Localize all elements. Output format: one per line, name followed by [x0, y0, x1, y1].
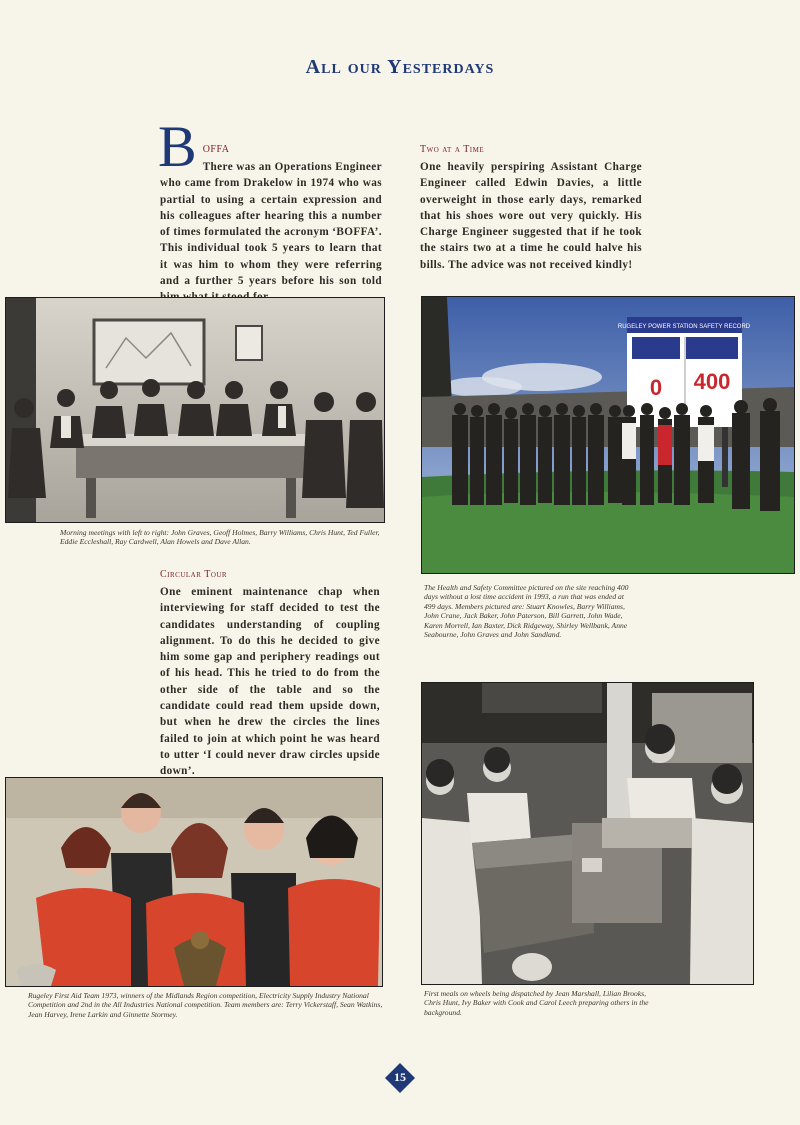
article-body: One heavily perspiring Assistant Charge Engineer called Edwin Davies, a little overweight in those early days, remarked that his shoes wore out very quickly. His Charge Engineer suggested that if he took the stairs two at a time he could halve his bills. The advice was not received kindly!	[420, 161, 642, 271]
safety-sign-title: RUGELEY POWER STATION SAFETY RECORD	[617, 324, 751, 330]
article-boffa	[158, 114, 382, 306]
drop-cap: B	[158, 114, 197, 179]
article-heading: Circular Tour	[160, 569, 228, 580]
article-two-at-a-time	[420, 144, 642, 273]
first-aid-team-photo	[5, 777, 383, 987]
safety-committee-photo	[421, 296, 795, 574]
meeting-caption: Morning meetings with left to right: John Graves, Geoff Holmes, Barry Williams, Chris Hunt, Ted Fuller, Eddie Eccleshall, Ray Cardwell, Alan Howels and Dave Allan.	[60, 528, 380, 547]
meeting-photo	[5, 297, 385, 523]
page-title: All our Yesterdays	[305, 56, 495, 78]
safety-caption: The Health and Safety Committee pictured on the site reaching 400 days without a lost time accident in 1993, a run that was ended at 499 days. Members pictured are: Stuart Knowles, Barry Williams, John Crane, Jack Baker, John Paterson, Bill Garrett, John Wade, Karen Morrell, Ian Baxter, Dick Ridgeway, Shirley Wellbank, Anne Seabourne, John Graves and John Sandland.	[424, 583, 629, 640]
article-circular-tour	[160, 569, 380, 780]
safety-sign-left-value: 0	[649, 375, 663, 400]
safety-sign-right-value: 400	[693, 369, 731, 394]
article-heading: Two at a Time	[420, 144, 485, 155]
meals-caption: First meals on wheels being dispatched by Jean Marshall, Lilian Brooks, Chris Hunt, Ivy Baker with Cook and Carol Leech preparing others in the background.	[424, 989, 649, 1017]
page-number: 15	[394, 1070, 406, 1084]
article-heading: OFFA	[202, 144, 230, 155]
first-aid-caption: Rugeley First Aid Team 1973, winners of the Midlands Region competition, Electricity Supply Industry National Competition and 2nd in the All Industries National competition. Team members are: Terry Vickerstaff, Sean Watkins, Jean Harvey, Irene Larkin and Ginnette Stormey.	[28, 991, 383, 1019]
meals-photo	[421, 682, 754, 985]
article-body: One eminent maintenance chap when interviewing for staff decided to test the candidates understanding of coupling alignment. To do this he decided to give him some gap and periphery readings out of his head. This he tried to do from the other side of the table and so the candidate could read them upside down, but when he drew the circles the lines failed to join at which point he was heard to utter ‘I could never draw circles upside down’.	[160, 586, 380, 778]
article-body: There was an Operations Engineer who came from Drakelow in 1974 who was partial to using a certain expression and his colleagues after hearing this a number of times formulated the acronym ‘BOFFA’. This individual took 5 years to learn that it was him to whom they were referring and a further 5 years before his son told	[160, 161, 382, 288]
page-number-badge	[385, 1063, 415, 1093]
